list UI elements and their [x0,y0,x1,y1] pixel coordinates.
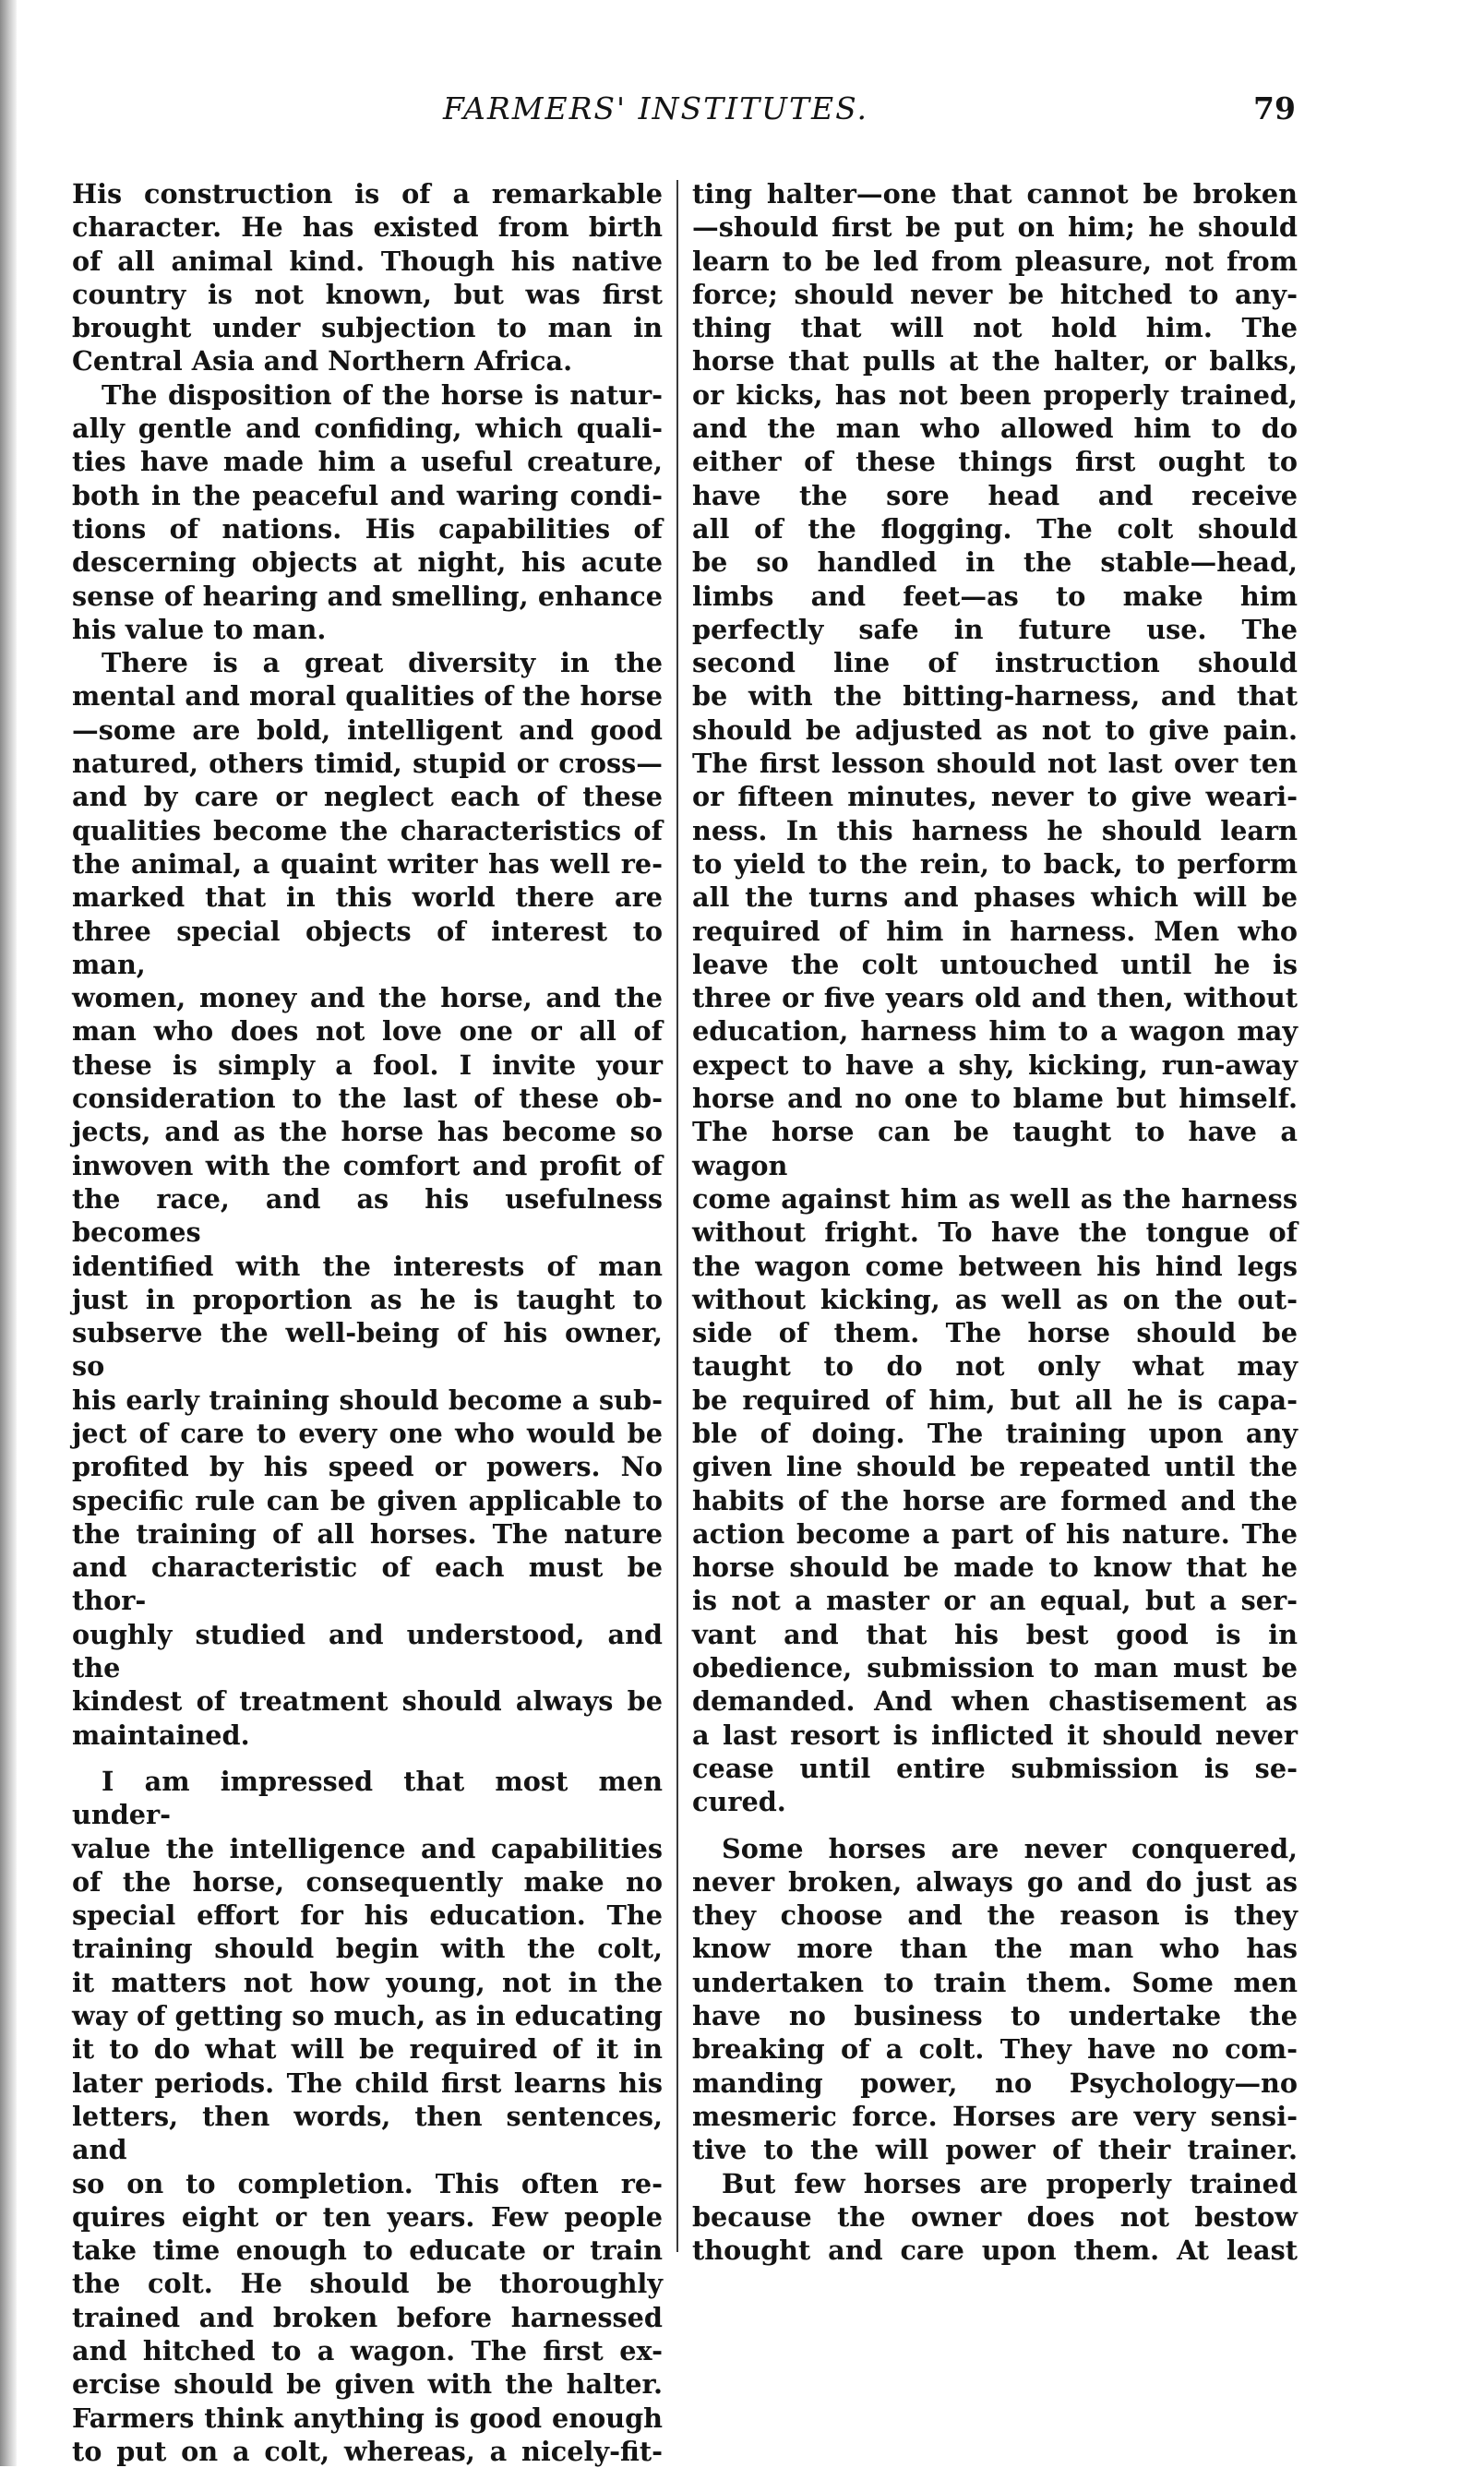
text-line: and characteristic of each must be thor- [72,1551,663,1617]
text-line: horse and no one to blame but himself. [692,1083,1298,1115]
text-line: Central Asia and Northern Africa. [72,345,573,377]
text-line: way of getting so much, as in educating [72,2000,663,2032]
text-line: and the man who allowed him to do [692,413,1298,445]
text-line: of all animal kind. Though his native [72,245,663,277]
text-line: demanded. And when chastisement as [692,1685,1298,1718]
text-line: the colt. He should be thoroughly [72,2268,663,2300]
text-line: jects, and as the horse has become so [72,1116,663,1148]
text-line: special effort for his education. The [72,1899,663,1932]
text-line: either of these things first ought to [692,446,1298,478]
text-line: profited by his speed or powers. No [72,1451,663,1483]
text-line: is not a master or an equal, but a ser- [692,1585,1298,1617]
text-line: and hitched to a wagon. The first ex- [72,2335,663,2366]
text-line: training should begin with the colt, [72,1933,663,1965]
text-line: thing that will not hold him. The [692,312,1298,344]
text-line: know more than the man who has [692,1933,1298,1965]
text-line: required of him in harness. Men who [692,915,1298,947]
text-line: be with the bitting-harness, and that [692,680,1298,713]
text-line: just in proportion as he is taught to [72,1283,663,1315]
text-line: qualities become the characteristics of [72,814,663,846]
paragraph-gap [72,1752,663,1765]
text-line: habits of the horse are formed and the [692,1484,1298,1516]
text-line: learn to be led from pleasure, not from [692,245,1298,277]
text-line: oughly studied and understood, and the [72,1618,663,1684]
text-line: cease until entire submission is se- [692,1752,1298,1784]
text-line: Farmers think anything is good enough [72,2402,663,2434]
text-line: be so handled in the stable—head, [692,546,1298,579]
page-number: 79 [1253,90,1296,126]
text-line: I am impressed that most men under- [72,1765,663,1831]
text-line: expect to have a shy, kicking, run-away [692,1048,1298,1081]
text-line: force; should never be hitched to any- [692,278,1298,310]
text-line: ercise should be given with the halter. [72,2368,663,2401]
text-line: marked that in this world there are [72,881,663,914]
text-line: The disposition of the horse is natur- [102,378,663,411]
text-line: should be adjusted as not to give pain. [692,713,1298,746]
text-line: ties have made him a useful creature, [72,446,663,478]
text-line: inwoven with the comfort and profit of [72,1149,663,1181]
text-line: ally gentle and confiding, which quali- [72,413,663,445]
text-line: taught to do not only what may [692,1350,1298,1383]
text-line: consideration to the last of these ob- [72,1083,663,1115]
text-line: quires eight or ten years. Few people [72,2200,663,2233]
text-line: his early training should become a sub- [72,1384,663,1416]
text-line: take time enough to educate or train [72,2234,663,2267]
text-line: three or five years old and then, without [692,982,1298,1014]
text-line: horse should be made to know that he [692,1551,1298,1584]
text-line: character. He has existed from birth [72,211,663,244]
text-line: given line should be repeated until the [692,1451,1298,1483]
text-line: The first lesson should not last over ten [692,748,1298,780]
text-line: it matters not how young, not in the [72,1966,663,1998]
text-line: sense of hearing and smelling, enhance [72,580,663,612]
text-line: or fifteen minutes, never to give weari- [692,781,1298,813]
text-line: descerning objects at night, his acute [72,546,663,579]
text-line: all the turns and phases which will be [692,881,1298,914]
text-line: they choose and the reason is they [692,1899,1298,1932]
text-line: education, harness him to a wagon may [692,1015,1298,1048]
right-text-column [692,177,1298,2267]
text-line: to yield to the rein, to back, to perform [692,847,1298,880]
text-line: letters, then words, then sentences, and [72,2100,663,2166]
text-line: both in the peaceful and waring condi- [72,479,663,511]
text-line: kindest of treatment should always be [72,1685,663,1718]
text-line: manding power, no Psychology—no [692,2067,1298,2099]
column-divider [676,180,678,2252]
text-line: side of them. The horse should be [692,1317,1298,1349]
text-line: undertaken to train them. Some men [692,1966,1298,1998]
text-line: be required of him, but all he is capa- [692,1384,1298,1416]
text-line: leave the colt untouched until he is [692,948,1298,980]
text-line: vant and that his best good is in [692,1618,1298,1650]
text-line: without kicking, as well as on the out- [692,1283,1298,1315]
text-line: tive to the will power of their trainer. [692,2134,1298,2166]
text-line: have the sore head and receive [692,479,1298,511]
text-line: ject of care to every one who would be [72,1417,663,1449]
text-line: second line of instruction should [692,647,1298,679]
text-line: value the intelligence and capabilities [72,1832,663,1864]
text-line: action become a part of his nature. The [692,1517,1298,1550]
text-line: later periods. The child first learns his [72,2067,663,2099]
text-line: His construction is of a remarkable [72,178,663,210]
text-line: the race, and as his usefulness becomes [72,1182,663,1249]
text-line: or kicks, has not been properly trained, [692,378,1298,411]
text-line: natured, others timid, stupid or cross— [72,748,663,780]
text-line: limbs and feet—as to make him [692,580,1298,612]
text-line: ness. In this harness he should learn [692,814,1298,846]
running-head: FARMERS' INSTITUTES. [443,90,869,126]
text-line: of the horse, consequently make no [72,1865,663,1898]
text-line: obedience, submission to man must be [692,1652,1298,1684]
text-line: Some horses are never conquered, [722,1832,1298,1864]
text-line: because the owner does not bestow [692,2200,1298,2233]
text-line: country is not known, but was first [72,278,663,310]
text-line: mental and moral qualities of the horse [72,680,663,713]
text-line: —should first be put on him; he should [692,211,1298,244]
text-line: ble of doing. The training upon any [692,1417,1298,1449]
text-line: so on to completion. This often re- [72,2167,663,2199]
text-line: thought and care upon them. At least [692,2234,1298,2267]
text-line: never broken, always go and do just as [692,1865,1298,1898]
text-line: the training of all horses. The nature [72,1517,663,1550]
text-line: But few horses are properly trained [722,2167,1298,2199]
text-line: and by care or neglect each of these [72,781,663,813]
text-line: subserve the well-being of his owner, so [72,1317,663,1383]
text-line: The horse can be taught to have a wagon [692,1116,1298,1181]
text-line: have no business to undertake the [692,2000,1298,2032]
text-line: three special objects of interest to man, [72,915,663,980]
text-line: brought under subjection to man in [72,312,663,344]
text-line: maintained. [72,1719,250,1751]
text-line: horse that pulls at the halter, or balks, [692,345,1298,377]
text-line: all of the flogging. The colt should [692,512,1298,545]
text-line: to put on a colt, whereas, a nicely-fit- [72,2435,663,2467]
text-line: man who does not love one or all of [72,1015,663,1048]
text-line: a last resort is inflicted it should never [692,1719,1298,1751]
text-line: tions of nations. His capabilities of [72,512,663,545]
scan-edge [0,0,17,2466]
text-line: the animal, a quaint writer has well re- [72,847,663,880]
text-line: cured. [692,1786,786,1818]
text-line: the wagon come between his hind legs [692,1250,1298,1282]
text-line: his value to man. [72,613,327,645]
text-line: There is a great diversity in the [102,647,663,679]
text-line: —some are bold, intelligent and good [72,713,663,746]
text-line: breaking of a colt. They have no com- [692,2033,1298,2066]
paragraph-gap [692,1819,1298,1832]
text-line: women, money and the horse, and the [72,982,663,1014]
text-line: specific rule can be given applicable to [72,1484,663,1516]
text-line: trained and broken before harnessed [72,2301,663,2333]
text-line: come against him as well as the harness [692,1182,1298,1215]
text-line: ting halter—one that cannot be broken [692,178,1298,210]
page-header [0,90,1484,137]
text-line: these is simply a fool. I invite your [72,1048,663,1081]
text-line: perfectly safe in future use. The [692,613,1298,645]
text-line: mesmeric force. Horses are very sensi- [692,2100,1298,2132]
left-text-column [72,177,663,2468]
text-line: it to do what will be required of it in [72,2033,663,2066]
text-line: identified with the interests of man [72,1250,663,1282]
text-line: without fright. To have the tongue of [692,1216,1298,1249]
